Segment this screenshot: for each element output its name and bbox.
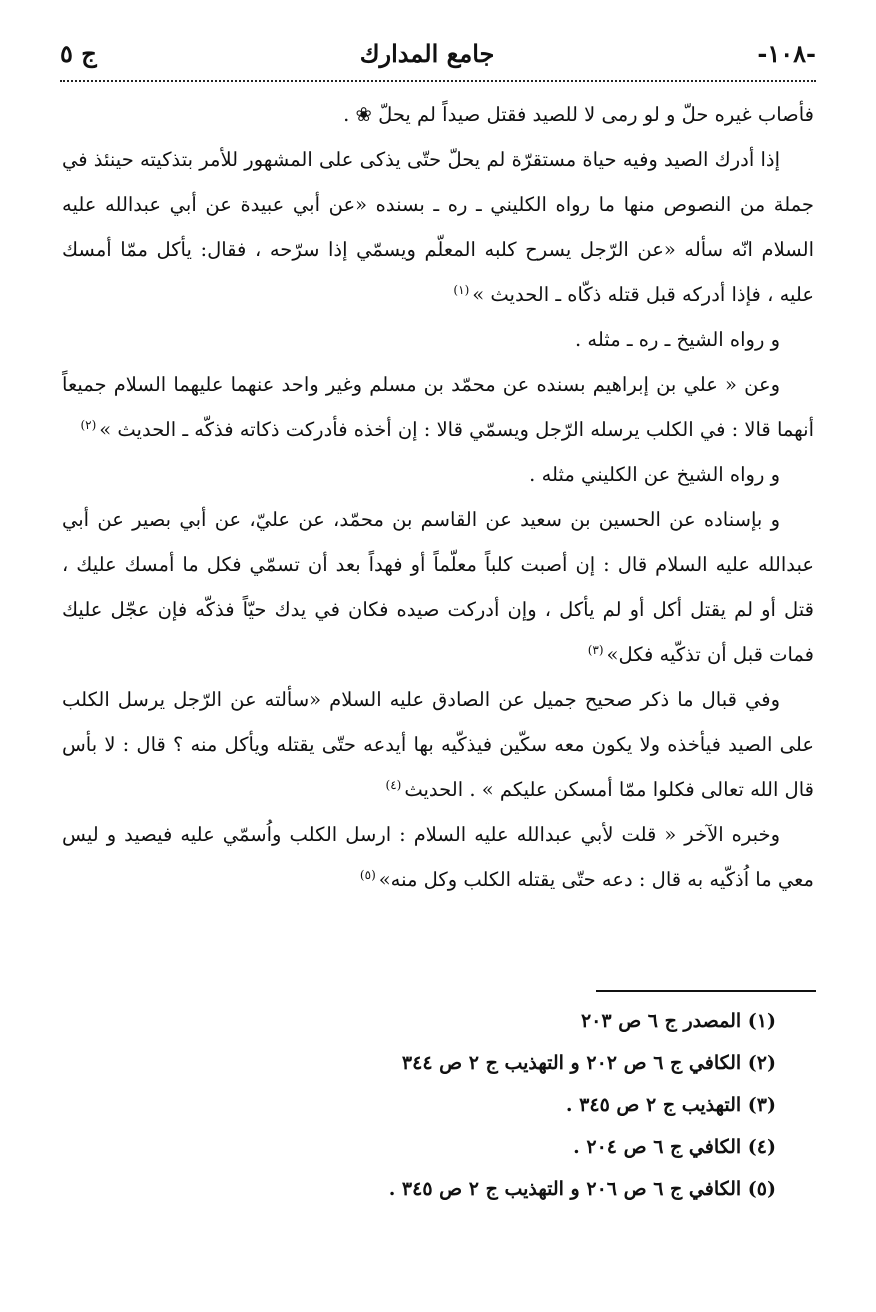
footnote: (٢) الكافي ج ٦ ص ٢٠٢ و التهذيب ج ٢ ص ٣٤٤	[401, 1052, 776, 1074]
paragraph: و رواه الشيخ ـ ره ـ مثله .	[575, 328, 780, 351]
page-number: -١٠٨-	[757, 38, 816, 68]
main-text	[62, 92, 814, 902]
paragraph: وعن « علي بن إبراهيم بسنده عن محمّد بن مسلم وغير واحد عنهما عليهما السلام جميعاً أنهما قالا : في الكلب يرسله الرّجل ويسمّي قالا : إن أخذه فأدركت ذكاته فذكّه ـ الحديث »$^{(٢)}$	[62, 373, 814, 441]
header-divider	[60, 80, 816, 82]
footnote-ref: (١)	[453, 282, 470, 297]
footnote-divider	[596, 990, 816, 992]
footnote: (٤) الكافي ج ٦ ص ٢٠٤ .	[573, 1136, 776, 1158]
footnote: (١) المصدر ج ٦ ص ٢٠٣	[580, 1010, 776, 1032]
paragraph: وخبره الآخر « قلت لأبي عبدالله عليه السلام : ارسل الكلب واُسمّي عليه فيصيد و ليس معي ما اُذكّيه به قال : دعه حتّى يقتله الكلب وكل منه»$^{(٥)}$	[62, 823, 814, 891]
footnote-ref: (٣)	[587, 642, 604, 657]
footnote: (٥) الكافي ج ٦ ص ٢٠٦ و التهذيب ج ٢ ص ٣٤٥ .	[388, 1178, 776, 1200]
book-title: جامع المدارك	[359, 38, 495, 68]
footnote: (٣) التهذيب ج ٢ ص ٣٤٥ .	[565, 1094, 776, 1116]
footnote-ref: (٤)	[385, 777, 402, 792]
footnote-ref: (٢)	[80, 417, 97, 432]
paragraph: فأصاب غيره حلّ و لو رمى لا للصيد فقتل صيداً لم يحلّ ❀ .	[343, 103, 814, 126]
footnotes-list	[120, 1000, 776, 1210]
paragraph: إذا أدرك الصيد وفيه حياة مستقرّة لم يحلّ حتّى يذكى على المشهور للأمر بتذكيته حينئذ في جملة من النصوص منها ما رواه الكليني ـ ره ـ بسنده «عن أبي عبيدة عن أبي عبدالله عليه السلام انّه سأله «عن الرّجل يسرح كلبه المعلّم ويسمّي إذا سرّحه ، فقال: يأكل ممّا أمسك عليه ، فإذا أدركه قبل قتله ذكّاه ـ الحديث »$^{(١)}$	[62, 148, 814, 306]
running-header	[60, 30, 816, 76]
paragraph: وفي قبال ما ذكر صحيح جميل عن الصادق عليه السلام «سألته عن الرّجل يرسل الكلب على الصيد فيأخذه ولا يكون معه سكّين فيذكّيه بها أيدعه حتّى يقتله ويأكل منه ؟ قال : لا بأس قال الله تعالى فكلوا ممّا أمسكن عليكم » . الحديث$^{(٤)}$	[62, 688, 814, 801]
paragraph: و رواه الشيخ عن الكليني مثله .	[529, 463, 780, 486]
paragraph: و بإسناده عن الحسين بن سعيد عن القاسم بن محمّد، عن عليّ، عن أبي بصير عن أبي عبدالله عليه السلام قال : إن أصبت كلباً معلّماً أو فهداً بعد أن تسمّي فكل ما أمسك عليك ، قتل أو لم يقتل أكل أو لم يأكل ، وإن أدركت صيده فكان في يدك حيّاً فذكّه فإن عجّل عليك فمات قبل أن تذكّيه فكل»$^{(٣)}$	[62, 508, 814, 666]
footnote-ref: (٥)	[359, 867, 376, 882]
volume-label: ج ٥	[60, 38, 97, 68]
